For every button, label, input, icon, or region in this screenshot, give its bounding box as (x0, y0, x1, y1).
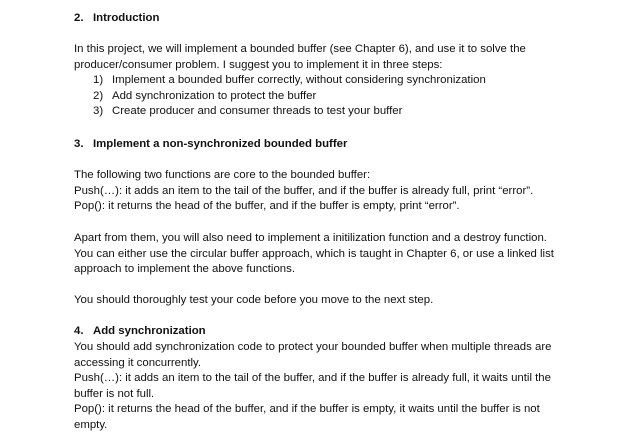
section-title: Add synchronization (93, 325, 206, 337)
nonsync-paragraph-3 (74, 293, 584, 309)
section-heading-nonsync (74, 137, 347, 153)
list-item-number: 2) (93, 89, 104, 102)
list-item (93, 73, 486, 89)
section-heading-introduction (74, 11, 159, 27)
text-line: Pop(): it returns the head of the buffer, and if the buffer is empty, print “error”. (74, 200, 460, 213)
nonsync-paragraph-2 (74, 231, 584, 278)
text-line: accessing it concurrently. (74, 356, 202, 369)
text-line: Pop(): it returns the head of the buffer, and if the buffer is empty, it waits until the buffer is not (74, 403, 540, 416)
text-line: buffer is not full. (74, 387, 155, 400)
list-item-text: Add synchronization to protect the buffer (112, 89, 317, 102)
steps-list (93, 73, 486, 120)
text-line: The following two functions are core to the bounded buffer: (74, 169, 371, 181)
section-title: Introduction (93, 12, 160, 24)
section-number: 4. (74, 325, 84, 337)
list-item-text: Implement a bounded buffer correctly, without considering synchronization (112, 74, 486, 86)
list-item (93, 89, 486, 105)
text-line: Push(…): it adds an item to the tail of the buffer, and if the buffer is already full, it waits until the (74, 372, 551, 385)
text-line: You should thoroughly test your code before you move to the next step. (74, 294, 434, 306)
text-line: Push(…): it adds an item to the tail of the buffer, and if the buffer is already full, print “error”. (74, 184, 534, 197)
nonsync-paragraph-1 (74, 168, 584, 215)
section-heading-sync (74, 324, 206, 340)
text-line: You can either use the circular buffer approach, which is taught in Chapter 6, or use a linked list (74, 247, 554, 260)
text-line: empty. (74, 418, 108, 431)
sync-paragraph (74, 340, 584, 434)
section-number: 3. (74, 138, 84, 150)
section-number: 2. (74, 12, 84, 24)
list-item-number: 3) (93, 105, 104, 118)
section-title: Implement a non-synchronized bounded buffer (93, 138, 348, 150)
intro-paragraph (74, 42, 584, 73)
list-item-text: Create producer and consumer threads to test your buffer (112, 105, 403, 118)
text-line: producer/consumer problem. I suggest you to implement it in three steps: (74, 58, 443, 71)
text-line: You should add synchronization code to protect your bounded buffer when multiple threads are (74, 341, 552, 353)
text-line: In this project, we will implement a bounded buffer (see Chapter 6), and use it to solve the (74, 43, 526, 55)
list-item (93, 104, 486, 120)
list-item-number: 1) (93, 74, 104, 86)
text-line: Apart from them, you will also need to implement a initilization function and a destroy function. (74, 232, 547, 244)
text-line: approach to implement the above functions. (74, 263, 295, 276)
